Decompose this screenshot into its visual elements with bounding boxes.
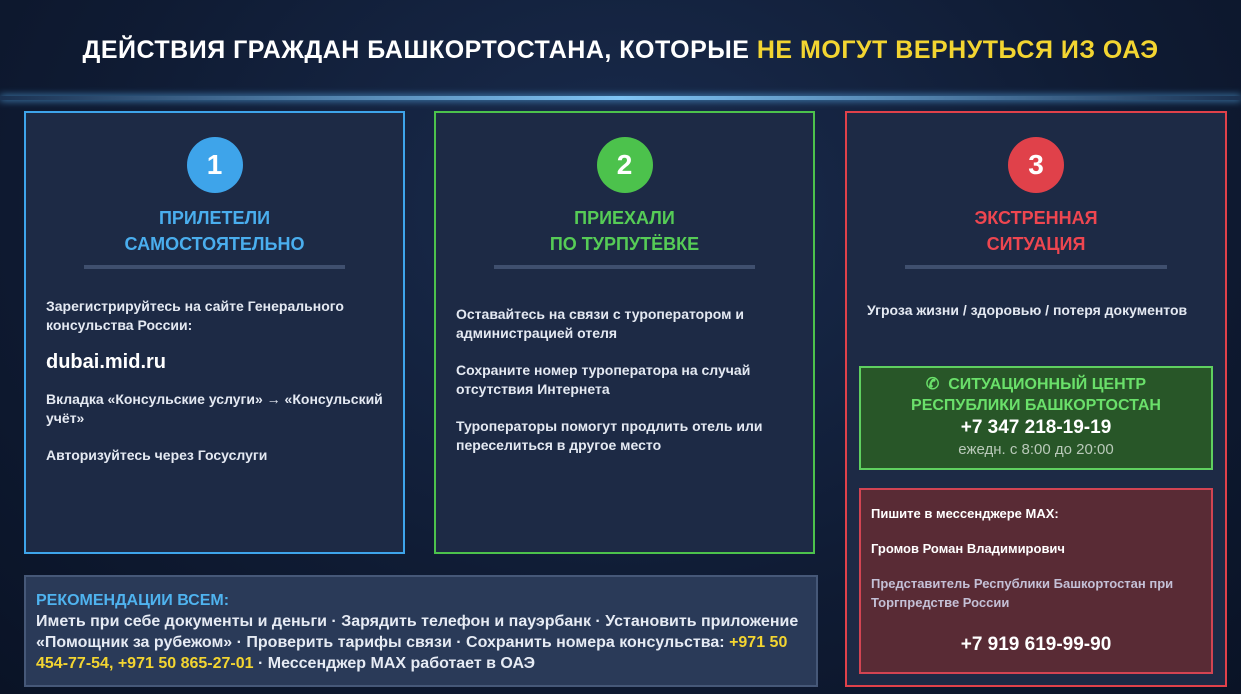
contact-name: Громов Роман Владимирович (871, 541, 1065, 556)
recommendations-text-part: · Мессенджер MAX работает в ОАЭ (253, 655, 536, 672)
max-contact-box (859, 488, 1213, 674)
page-title (0, 36, 1241, 65)
instruction: Туроператоры помогут продлить отель или переселиться в другое место (456, 418, 763, 453)
consulate-phones[interactable]: +971 50 454-77-54, +971 50 865-27-01 (36, 634, 788, 672)
divider (84, 265, 345, 269)
recommendations-title: РЕКОМЕНДАЦИИ ВСЕМ: (36, 592, 230, 609)
divider (905, 265, 1167, 269)
card-self-arrival (24, 111, 405, 554)
step-number: 1 (187, 137, 243, 193)
title-main: ДЕЙСТВИЯ ГРАЖДАН БАШКОРТОСТАНА, КОТОРЫЕ (82, 36, 757, 64)
instruction: Угроза жизни / здоровью / потеря документов (867, 302, 1188, 318)
consulate-url[interactable]: dubai.mid.ru (46, 351, 166, 373)
instruction: Вкладка «Консульские услуги» → «Консульский учёт» (46, 391, 383, 426)
contact-phone[interactable]: +7 919 619-99-90 (960, 634, 1112, 655)
heading-line: ПРИЛЕТЕЛИ (158, 208, 271, 228)
card-heading (847, 205, 1225, 257)
center-title: СИТУАЦИОННЫЙ ЦЕНТР (948, 376, 1147, 393)
phone-icon: ✆ (925, 376, 940, 393)
card-heading (436, 205, 813, 257)
center-hours: ежедн. с 8:00 до 20:00 (958, 441, 1114, 458)
divider (0, 96, 1241, 100)
recommendations-box (24, 575, 818, 687)
step-number: 3 (1008, 137, 1064, 193)
heading-line: СИТУАЦИЯ (986, 234, 1086, 254)
instruction: Авторизуйтесь через Госуслуги (46, 447, 268, 463)
situation-center-box (859, 366, 1213, 470)
instruction: Зарегистрируйтесь на сайте Генерального консульства России: (46, 298, 344, 333)
heading-line: ПО ТУРПУТЁВКЕ (549, 234, 700, 254)
instruction: Сохраните номер туроператора на случай отсутствия Интернета (456, 362, 751, 397)
step-number: 2 (597, 137, 653, 193)
card-emergency (845, 111, 1227, 687)
center-title: РЕСПУБЛИКИ БАШКОРТОСТАН (911, 397, 1161, 414)
heading-line: САМОСТОЯТЕЛЬНО (124, 234, 305, 254)
divider (494, 265, 755, 269)
heading-line: ЭКСТРЕННАЯ (974, 208, 1098, 228)
center-phone[interactable]: +7 347 218-19-19 (960, 417, 1112, 438)
card-heading (26, 205, 403, 257)
recommendations-text (36, 611, 806, 674)
max-label: Пишите в мессенджере MAX: (871, 506, 1059, 521)
card-tour-package (434, 111, 815, 554)
instruction: Оставайтесь на связи с туроператором и администрацией отеля (456, 306, 744, 341)
title-highlight: НЕ МОГУТ ВЕРНУТЬСЯ ИЗ ОАЭ (756, 36, 1159, 64)
recommendations-text-part: Иметь при себе документы и деньги · Зарядить телефон и пауэрбанк · Установить приложение «Помощник за рубежом» · Проверить тарифы связи · Сохранить номера консульства: (36, 613, 799, 651)
heading-line: ПРИЕХАЛИ (574, 208, 675, 228)
contact-role: Представитель Республики Башкортостан при Торгпредстве России (871, 576, 1174, 610)
